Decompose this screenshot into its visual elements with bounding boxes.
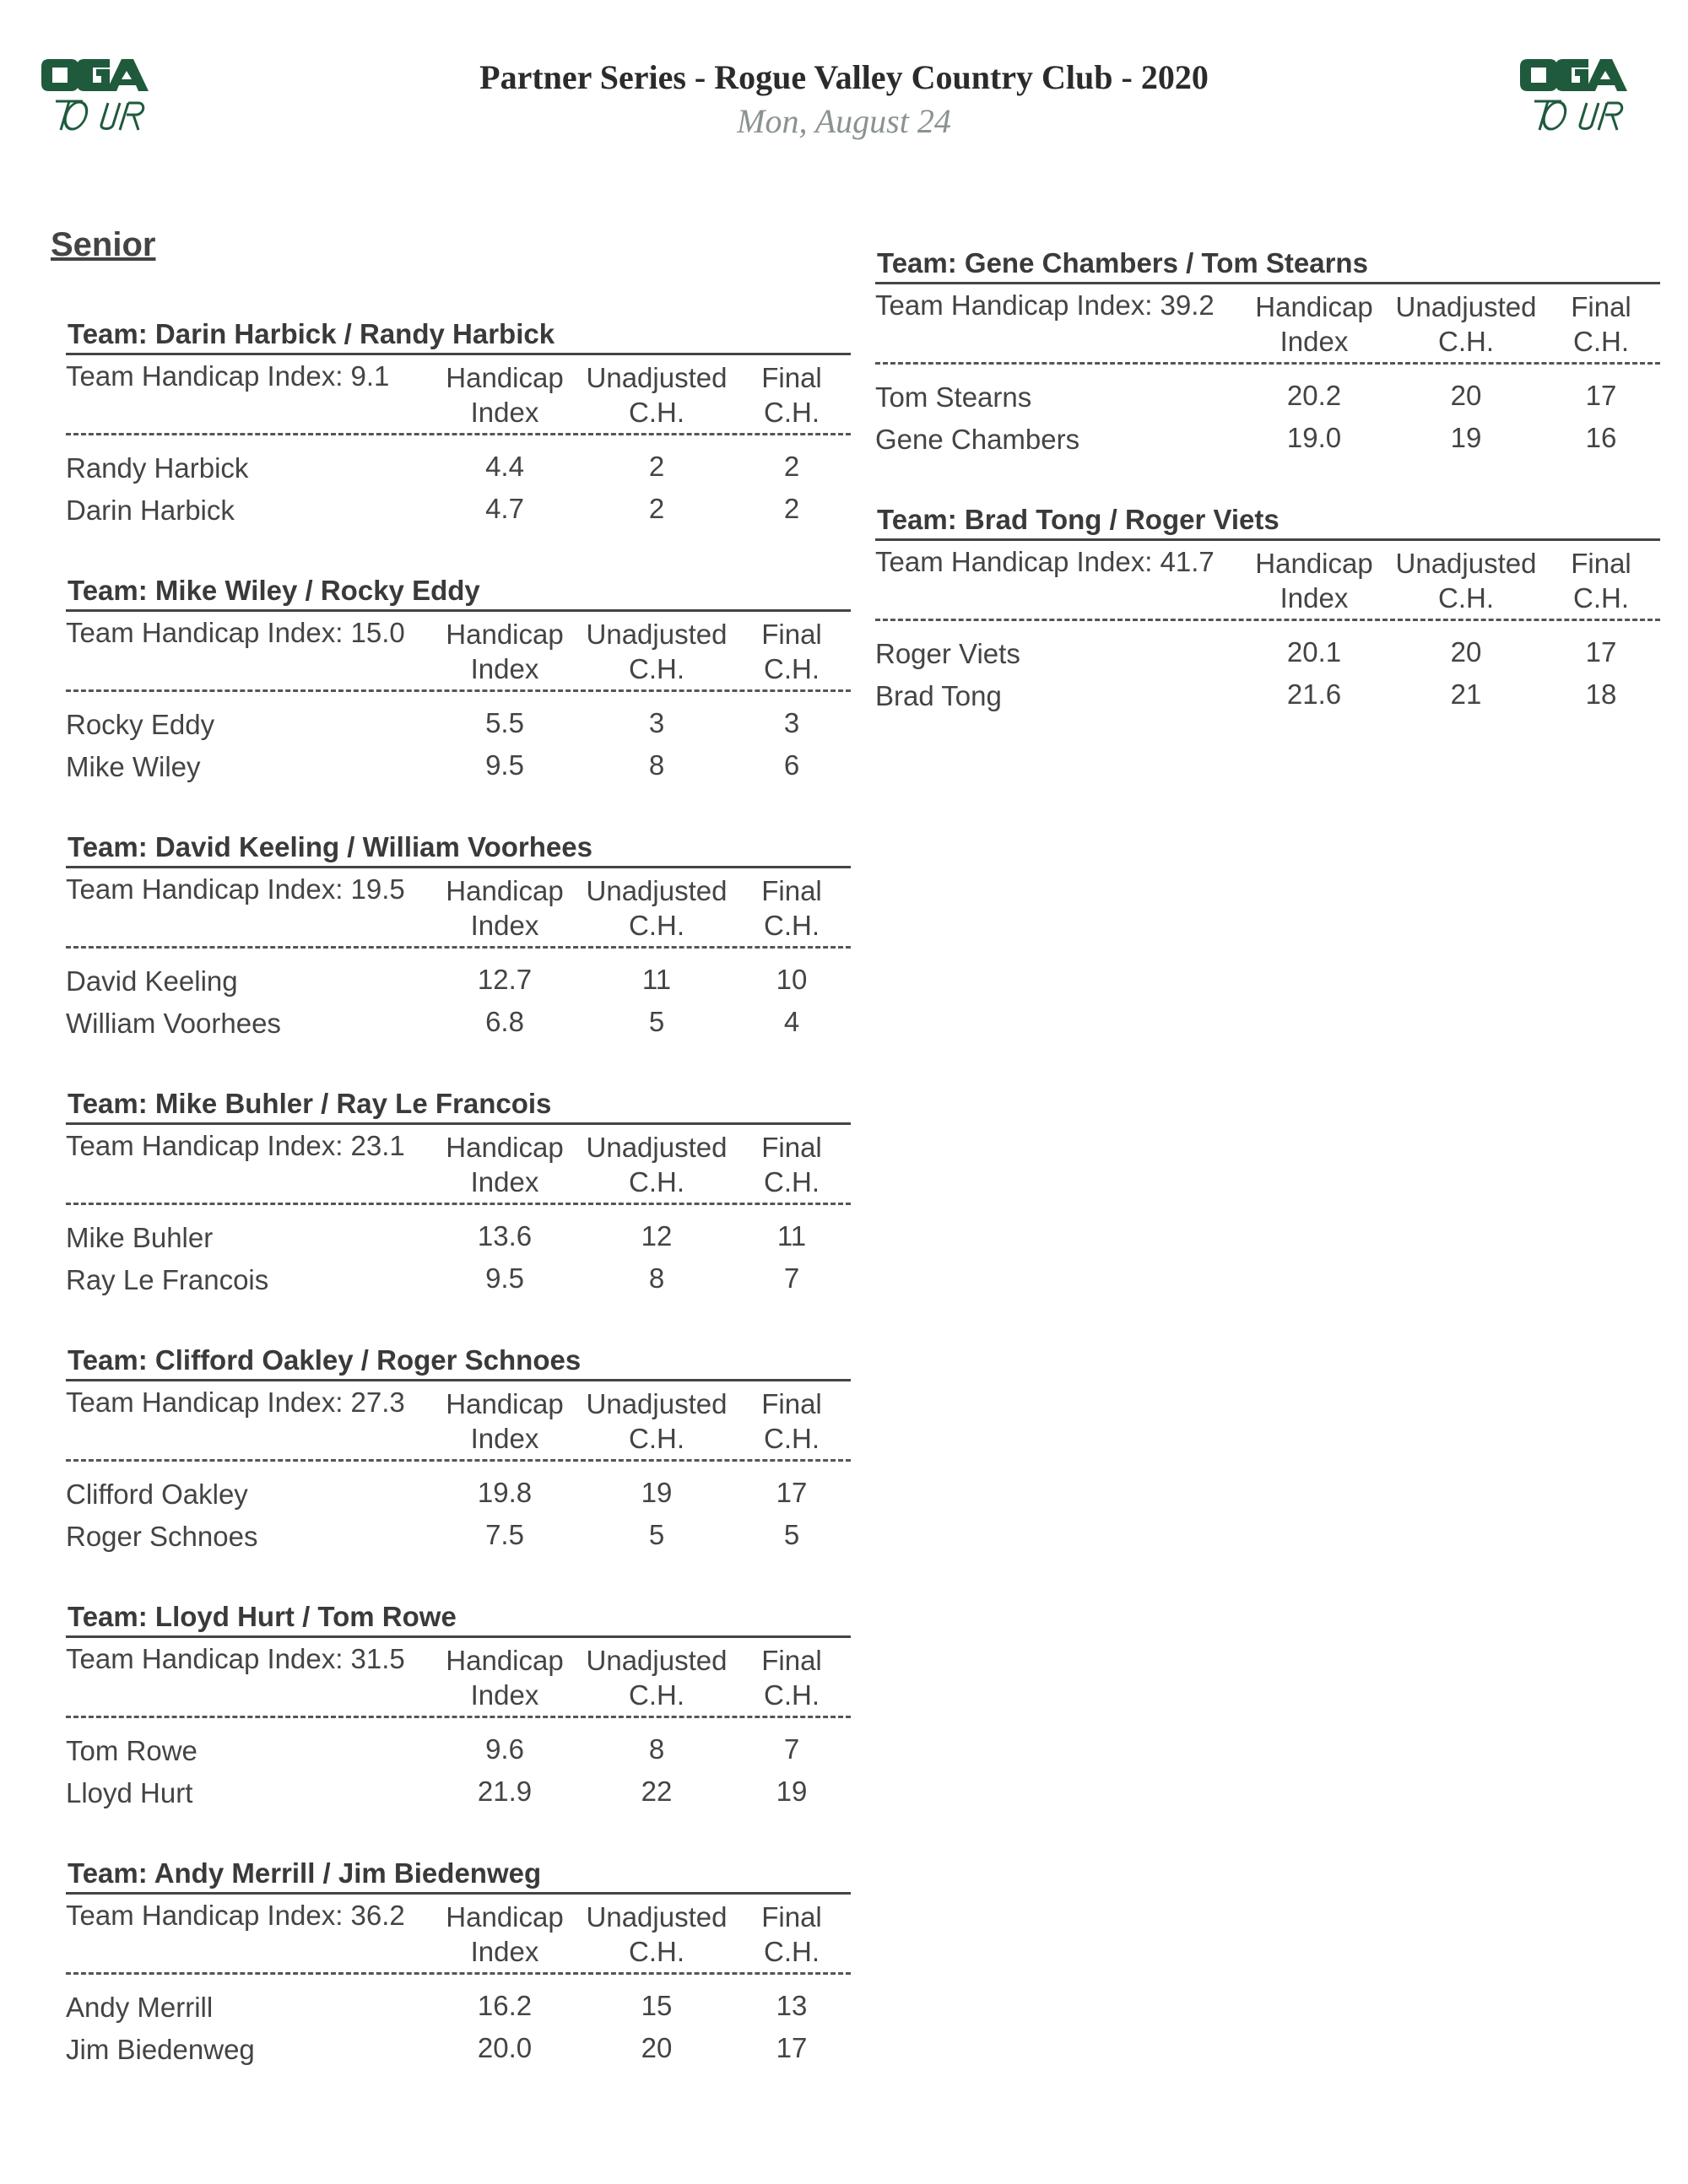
col-handicap-index: Handicap Index [446, 875, 564, 941]
player-handicap-index: 16.2 [477, 1990, 533, 2021]
player-final-ch: 6 [783, 749, 800, 781]
page-date: Mon, August 24 [737, 102, 951, 140]
player-final-ch: 11 [776, 1220, 807, 1251]
col-handicap-index: Handicap Index [1255, 291, 1373, 357]
player-unadjusted-ch: 12 [641, 1220, 673, 1251]
player-name: Tom Stearns [875, 381, 1032, 413]
player-row [66, 1001, 851, 1043]
col-unadjusted-ch: Unadjusted C.H. [586, 1901, 728, 1967]
player-rows [66, 692, 851, 787]
team-name: Team: David Keeling / William Voorhees [66, 829, 851, 868]
team-table-header [875, 541, 1660, 621]
player-rows [875, 365, 1660, 459]
player-handicap-index: 13.6 [477, 1220, 533, 1251]
team-block [875, 245, 1660, 459]
player-final-ch: 3 [783, 707, 800, 738]
col-unadjusted-ch: Unadjusted C.H. [586, 1132, 728, 1197]
team-handicap-index: Team Handicap Index: 36.2 [66, 1900, 405, 1931]
player-rows [66, 435, 851, 530]
player-row [66, 1215, 851, 1257]
team-name: Team: Gene Chambers / Tom Stearns [875, 245, 1660, 284]
player-unadjusted-ch: 15 [641, 1990, 673, 2021]
team-table-header [66, 355, 851, 435]
team-table-header [875, 284, 1660, 365]
player-handicap-index: 5.5 [485, 707, 524, 738]
player-final-ch: 17 [1585, 380, 1617, 411]
team-block [66, 1342, 851, 1556]
player-row [875, 673, 1660, 716]
team-table-header [66, 1638, 851, 1718]
player-name: Darin Harbick [66, 495, 235, 526]
col-handicap-index: Handicap Index [446, 1132, 564, 1197]
player-name: Mike Wiley [66, 751, 201, 782]
player-unadjusted-ch: 2 [648, 493, 665, 524]
player-row [66, 488, 851, 530]
player-row [66, 702, 851, 744]
player-row [66, 1728, 851, 1770]
team-name: Team: Mike Wiley / Rocky Eddy [66, 572, 851, 612]
team-name: Team: Darin Harbick / Randy Harbick [66, 316, 851, 355]
player-unadjusted-ch: 5 [648, 1519, 665, 1550]
team-block [66, 1598, 851, 1813]
player-handicap-index: 21.9 [477, 1776, 533, 1807]
col-unadjusted-ch: Unadjusted C.H. [1395, 548, 1537, 614]
player-handicap-index: 19.0 [1286, 422, 1342, 453]
team-block [66, 316, 851, 530]
player-handicap-index: 4.4 [485, 451, 524, 482]
player-final-ch: 7 [783, 1262, 800, 1294]
team-table-header [66, 868, 851, 949]
player-row [875, 631, 1660, 673]
team-table-header [66, 1125, 851, 1205]
col-final-ch: Final C.H. [761, 1132, 822, 1197]
left-column [66, 316, 851, 2111]
player-row [875, 375, 1660, 417]
col-handicap-index: Handicap Index [446, 619, 564, 684]
player-name: William Voorhees [66, 1008, 281, 1039]
player-row [66, 1770, 851, 1813]
player-row [66, 744, 851, 787]
player-final-ch: 2 [783, 493, 800, 524]
player-rows [875, 621, 1660, 716]
player-unadjusted-ch: 8 [648, 1262, 665, 1294]
player-unadjusted-ch: 5 [648, 1006, 665, 1037]
player-final-ch: 18 [1585, 678, 1617, 710]
player-name: Jim Biedenweg [66, 2034, 255, 2065]
player-final-ch: 16 [1585, 422, 1617, 453]
page-header [0, 56, 1688, 143]
team-handicap-index: Team Handicap Index: 41.7 [875, 546, 1215, 577]
team-table-header [66, 1381, 851, 1462]
col-final-ch: Final C.H. [761, 875, 822, 941]
player-name: Rocky Eddy [66, 709, 215, 740]
player-name: Gene Chambers [875, 424, 1080, 455]
player-name: Randy Harbick [66, 452, 249, 484]
player-final-ch: 19 [776, 1776, 808, 1807]
player-name: David Keeling [66, 965, 238, 997]
player-handicap-index: 4.7 [485, 493, 524, 524]
player-rows [66, 949, 851, 1043]
team-table-header [66, 612, 851, 692]
col-unadjusted-ch: Unadjusted C.H. [586, 875, 728, 941]
player-row [66, 2027, 851, 2069]
col-final-ch: Final C.H. [1571, 291, 1631, 357]
col-unadjusted-ch: Unadjusted C.H. [586, 619, 728, 684]
section-title: Senior [51, 226, 156, 263]
player-row [66, 1472, 851, 1514]
col-unadjusted-ch: Unadjusted C.H. [586, 1388, 728, 1454]
col-handicap-index: Handicap Index [446, 362, 564, 428]
player-handicap-index: 20.2 [1286, 380, 1342, 411]
player-handicap-index: 12.7 [477, 964, 533, 995]
player-name: Tom Rowe [66, 1735, 197, 1766]
player-final-ch: 17 [1585, 636, 1617, 668]
team-block [66, 572, 851, 787]
team-handicap-index: Team Handicap Index: 9.1 [66, 360, 390, 392]
player-handicap-index: 19.8 [477, 1477, 533, 1508]
player-final-ch: 17 [776, 2032, 808, 2063]
player-name: Ray Le Francois [66, 1264, 269, 1295]
team-block [66, 1085, 851, 1300]
player-name: Mike Buhler [66, 1222, 214, 1253]
player-name: Roger Schnoes [66, 1521, 258, 1552]
player-handicap-index: 6.8 [485, 1006, 524, 1037]
player-handicap-index: 20.0 [477, 2032, 533, 2063]
player-name: Brad Tong [875, 680, 1002, 711]
team-name: Team: Brad Tong / Roger Viets [875, 501, 1660, 541]
col-handicap-index: Handicap Index [446, 1645, 564, 1711]
player-handicap-index: 21.6 [1286, 678, 1342, 710]
col-handicap-index: Handicap Index [446, 1388, 564, 1454]
player-unadjusted-ch: 20 [1450, 636, 1482, 668]
col-final-ch: Final C.H. [761, 619, 822, 684]
player-final-ch: 4 [783, 1006, 800, 1037]
col-unadjusted-ch: Unadjusted C.H. [586, 362, 728, 428]
player-unadjusted-ch: 20 [641, 2032, 673, 2063]
player-handicap-index: 9.5 [485, 749, 524, 781]
col-final-ch: Final C.H. [761, 1645, 822, 1711]
player-row [875, 417, 1660, 459]
player-unadjusted-ch: 8 [648, 1733, 665, 1765]
team-block [66, 1855, 851, 2069]
col-unadjusted-ch: Unadjusted C.H. [1395, 291, 1537, 357]
team-block [66, 829, 851, 1043]
team-handicap-index: Team Handicap Index: 31.5 [66, 1643, 405, 1674]
player-rows [66, 1975, 851, 2069]
player-unadjusted-ch: 20 [1450, 380, 1482, 411]
player-handicap-index: 7.5 [485, 1519, 524, 1550]
player-unadjusted-ch: 3 [648, 707, 665, 738]
player-final-ch: 17 [776, 1477, 808, 1508]
player-row [66, 446, 851, 488]
right-column [875, 245, 1660, 758]
player-handicap-index: 9.5 [485, 1262, 524, 1294]
team-block [875, 501, 1660, 716]
team-handicap-index: Team Handicap Index: 15.0 [66, 617, 405, 648]
player-final-ch: 10 [776, 964, 808, 995]
page-title: Partner Series - Rogue Valley Country Club - 2020 [479, 58, 1209, 96]
player-unadjusted-ch: 21 [1450, 678, 1482, 710]
team-name: Team: Lloyd Hurt / Tom Rowe [66, 1598, 851, 1638]
player-unadjusted-ch: 11 [641, 964, 672, 995]
player-row [66, 1985, 851, 2027]
team-name: Team: Andy Merrill / Jim Biedenweg [66, 1855, 851, 1895]
player-rows [66, 1718, 851, 1813]
col-unadjusted-ch: Unadjusted C.H. [586, 1645, 728, 1711]
player-final-ch: 13 [776, 1990, 808, 2021]
col-handicap-index: Handicap Index [446, 1901, 564, 1967]
team-name: Team: Mike Buhler / Ray Le Francois [66, 1085, 851, 1125]
player-unadjusted-ch: 2 [648, 451, 665, 482]
player-handicap-index: 20.1 [1286, 636, 1342, 668]
col-final-ch: Final C.H. [761, 362, 822, 428]
player-final-ch: 2 [783, 451, 800, 482]
player-unadjusted-ch: 22 [641, 1776, 673, 1807]
team-name: Team: Clifford Oakley / Roger Schnoes [66, 1342, 851, 1381]
col-final-ch: Final C.H. [761, 1388, 822, 1454]
player-unadjusted-ch: 19 [641, 1477, 673, 1508]
col-final-ch: Final C.H. [761, 1901, 822, 1967]
col-final-ch: Final C.H. [1571, 548, 1631, 614]
player-name: Andy Merrill [66, 1992, 214, 2023]
team-handicap-index: Team Handicap Index: 39.2 [875, 289, 1215, 321]
player-rows [66, 1205, 851, 1300]
team-handicap-index: Team Handicap Index: 27.3 [66, 1387, 405, 1418]
team-handicap-index: Team Handicap Index: 23.1 [66, 1130, 405, 1161]
player-handicap-index: 9.6 [485, 1733, 524, 1765]
player-name: Lloyd Hurt [66, 1777, 193, 1808]
player-row [66, 959, 851, 1001]
col-handicap-index: Handicap Index [1255, 548, 1373, 614]
player-unadjusted-ch: 19 [1450, 422, 1482, 453]
player-row [66, 1257, 851, 1300]
player-name: Roger Viets [875, 638, 1020, 669]
team-handicap-index: Team Handicap Index: 19.5 [66, 873, 405, 905]
player-final-ch: 7 [783, 1733, 800, 1765]
player-row [66, 1514, 851, 1556]
player-final-ch: 5 [783, 1519, 800, 1550]
player-name: Clifford Oakley [66, 1479, 248, 1510]
team-table-header [66, 1895, 851, 1975]
player-rows [66, 1462, 851, 1556]
player-unadjusted-ch: 8 [648, 749, 665, 781]
